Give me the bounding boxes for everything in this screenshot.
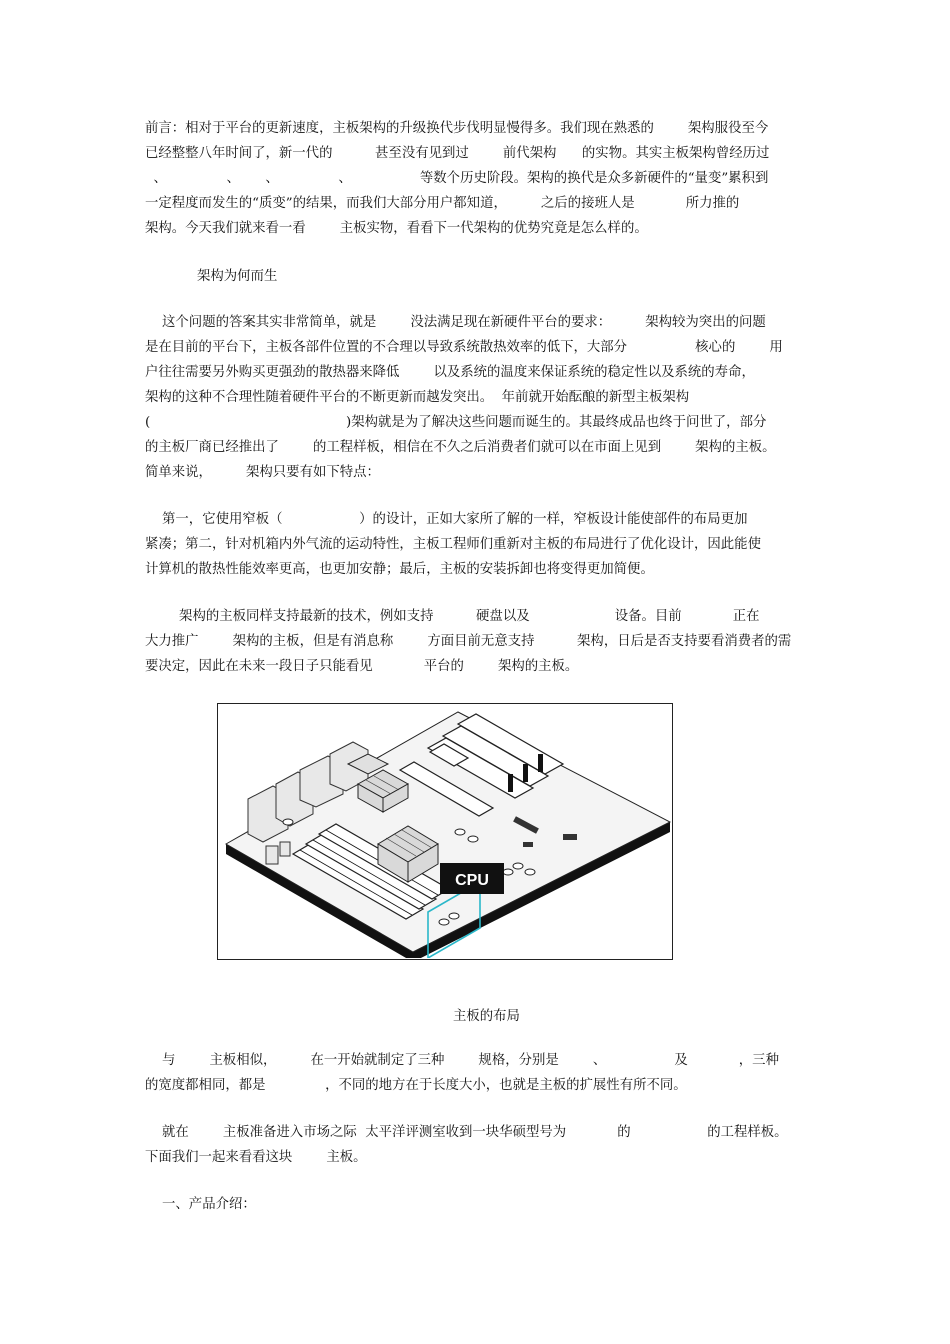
paragraph-5-line-2: 的宽度都相同，都是 ，不同的地方在于长度大小，也就是主板的扩展性有所不同。	[145, 1078, 687, 1093]
paragraph-intro-line-2: 已经整整八年时间了，新一代的 甚至没有见到过 前代架构 的实物。其实主板架构曾经历过	[145, 146, 770, 161]
paragraph-intro-line-1: 前言：相对于平台的更新速度，主板架构的升级换代步伐明显慢得多。我们现在熟悉的 架构服役至今	[145, 121, 769, 136]
paragraph-intro-line-4: 一定程度而发生的“质变”的结果，而我们大部分用户都知道， 之后的接班人是 所力推的	[145, 196, 740, 211]
motherboard-layout-figure	[217, 703, 673, 960]
paragraph-intro-line-3: 、 、 、 、 等数个历史阶段。架构的换代是众多新硬件的“量变”累积到	[145, 171, 769, 186]
paragraph-2-line-2: 是在目前的平台下，主板各部件位置的不合理以导致系统散热效率的低下，大部分 核心的 用	[145, 340, 783, 355]
paragraph-3-line-2: 紧凑；第二，针对机箱内外气流的运动特性，主板工程师们重新对主板的布局进行了优化设计，因此能使	[145, 537, 761, 552]
paragraph-4-line-3: 要决定，因此在未来一段日子只能看见 平台的 架构的主板。	[145, 659, 579, 674]
section-heading: 架构为何而生	[197, 269, 278, 284]
paragraph-2-line-6: 的主板厂商已经推出了 的工程样板，相信在不久之后消费者们就可以在市面上见到 架构的主板。	[145, 440, 776, 455]
paragraph-6-line-1: 就在 主板准备进入市场之际 太平洋评测室收到一块华硕型号为 的 的工程样板。	[145, 1125, 788, 1140]
paragraph-intro-line-5: 架构。今天我们就来看一看 主板实物，看看下一代架构的优势究竟是怎么样的。	[145, 221, 648, 236]
paragraph-2-line-3: 户往往需要另外购买更强劲的散热器来降低 以及系统的温度来保证系统的稳定性以及系统的寿命，	[145, 365, 755, 380]
paragraph-4-line-1: 架构的主板同样支持最新的技术，例如支持 硬盘以及 设备。目前 正在	[145, 609, 760, 624]
cpu-label: CPU	[455, 872, 489, 889]
paragraph-2-line-5: ( )架构就是为了解决这些问题而诞生的。其最终成品也终于问世了，部分	[145, 415, 767, 430]
paragraph-6-line-2: 下面我们一起来看看这块 主板。	[145, 1150, 367, 1165]
paragraph-5-line-1: 与 主板相似， 在一开始就制定了三种 规格，分别是 、 及 ，三种	[145, 1053, 779, 1068]
paragraph-3-line-1: 第一，它使用窄板（ ）的设计，正如大家所了解的一样，窄板设计能使部件的布局更加	[145, 512, 748, 527]
paragraph-2-line-4: 架构的这种不合理性随着硬件平台的不断更新而越发突出。 年前就开始酝酿的新型主板架构	[145, 390, 690, 405]
motherboard-illustration	[218, 704, 671, 958]
paragraph-4-line-2: 大力推广 架构的主板，但是有消息称 方面目前无意支持 架构，日后是否支持要看消费者的需	[145, 634, 792, 649]
paragraph-2-line-7: 简单来说， 架构只要有如下特点：	[145, 465, 380, 480]
paragraph-3-line-3: 计算机的散热性能效率更高，也更加安静；最后，主板的安装拆卸也将变得更加简便。	[145, 562, 654, 577]
paragraph-2-line-1: 这个问题的答案其实非常简单，就是 没法满足现在新硬件平台的要求： 架构较为突出的问题	[145, 315, 766, 330]
section-product-intro: 一、产品介绍：	[145, 1197, 256, 1212]
figure-caption: 主板的布局	[453, 1009, 520, 1024]
